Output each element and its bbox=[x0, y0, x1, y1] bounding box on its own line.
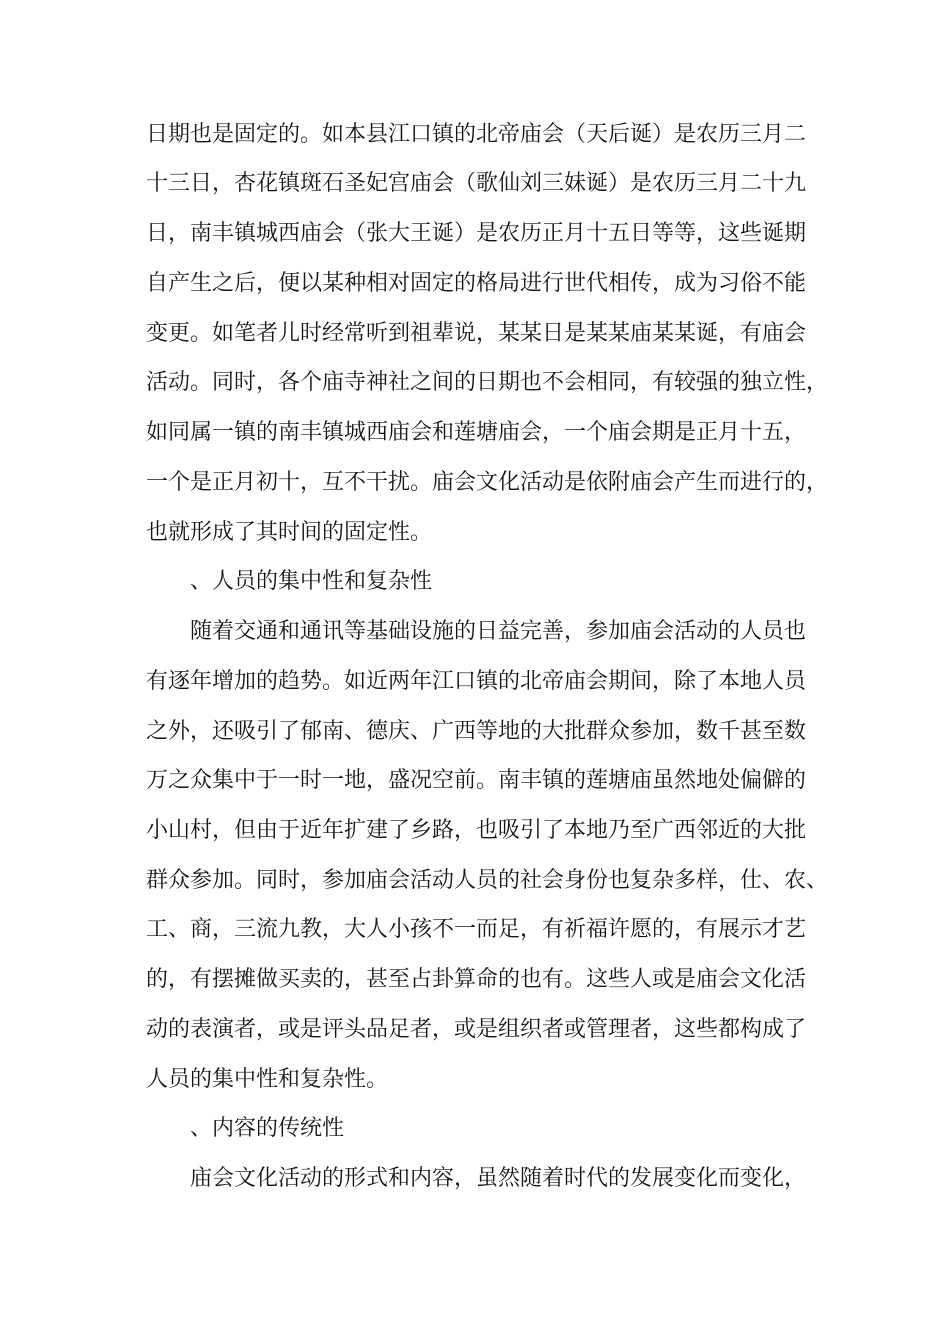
paragraph-line: 一个是正月初十，互不干扰。庙会文化活动是依附庙会产生而进行的， bbox=[146, 470, 829, 495]
paragraph-line: 动的表演者，或是评头品足者，或是组织者或管理者，这些都构成了 bbox=[146, 1017, 807, 1042]
paragraph-line: 十三日，杏花镇斑石圣妃宫庙会（歌仙刘三妹诞）是农历三月二十九 bbox=[146, 171, 807, 196]
paragraph-line: 随着交通和通讯等基础设施的日益完善，参加庙会活动的人员也 bbox=[190, 619, 807, 644]
paragraph-line: 庙会文化活动的形式和内容，虽然随着时代的发展变化而变化， bbox=[190, 1166, 807, 1191]
paragraph-line: 万之众集中于一时一地，盛况空前。南丰镇的莲塘庙虽然地处偏僻的 bbox=[146, 768, 807, 793]
paragraph-line: 之外，还吸引了郁南、德庆、广西等地的大批群众参加，数千甚至数 bbox=[146, 719, 807, 744]
paragraph-line: 自产生之后，便以某种相对固定的格局进行世代相传，成为习俗不能 bbox=[146, 271, 807, 296]
paragraph-line: 如同属一镇的南丰镇城西庙会和莲塘庙会，一个庙会期是正月十五， bbox=[146, 420, 807, 445]
paragraph-line: 变更。如笔者儿时经常听到祖辈说，某某日是某某庙某某诞，有庙会 bbox=[146, 321, 807, 346]
paragraph-line: 也就形成了其时间的固定性。 bbox=[146, 520, 433, 545]
section-heading: 、人员的集中性和复杂性 bbox=[190, 569, 433, 594]
section-heading: 、内容的传统性 bbox=[190, 1116, 345, 1141]
paragraph-line: 人员的集中性和复杂性。 bbox=[146, 1067, 389, 1092]
paragraph-line: 的，有摆摊做买卖的，甚至占卦算命的也有。这些人或是庙会文化活 bbox=[146, 967, 807, 992]
paragraph-line: 小山村，但由于近年扩建了乡路，也吸引了本地乃至广西邻近的大批 bbox=[146, 818, 807, 843]
paragraph-line: 活动。同时，各个庙寺神社之间的日期也不会相同，有较强的独立性， bbox=[146, 370, 829, 395]
paragraph-line: 日，南丰镇城西庙会（张大王诞）是农历正月十五日等等，这些诞期 bbox=[146, 221, 807, 246]
paragraph-line: 有逐年增加的趋势。如近两年江口镇的北帝庙会期间，除了本地人员 bbox=[146, 669, 807, 694]
paragraph-line: 日期也是固定的。如本县江口镇的北帝庙会（天后诞）是农历三月二 bbox=[146, 122, 807, 147]
paragraph-line: 工、商，三流九教，大人小孩不一而足，有祈福许愿的，有展示才艺 bbox=[146, 917, 807, 942]
paragraph-line: 群众参加。同时，参加庙会活动人员的社会身份也复杂多样，仕、农、 bbox=[146, 868, 829, 893]
